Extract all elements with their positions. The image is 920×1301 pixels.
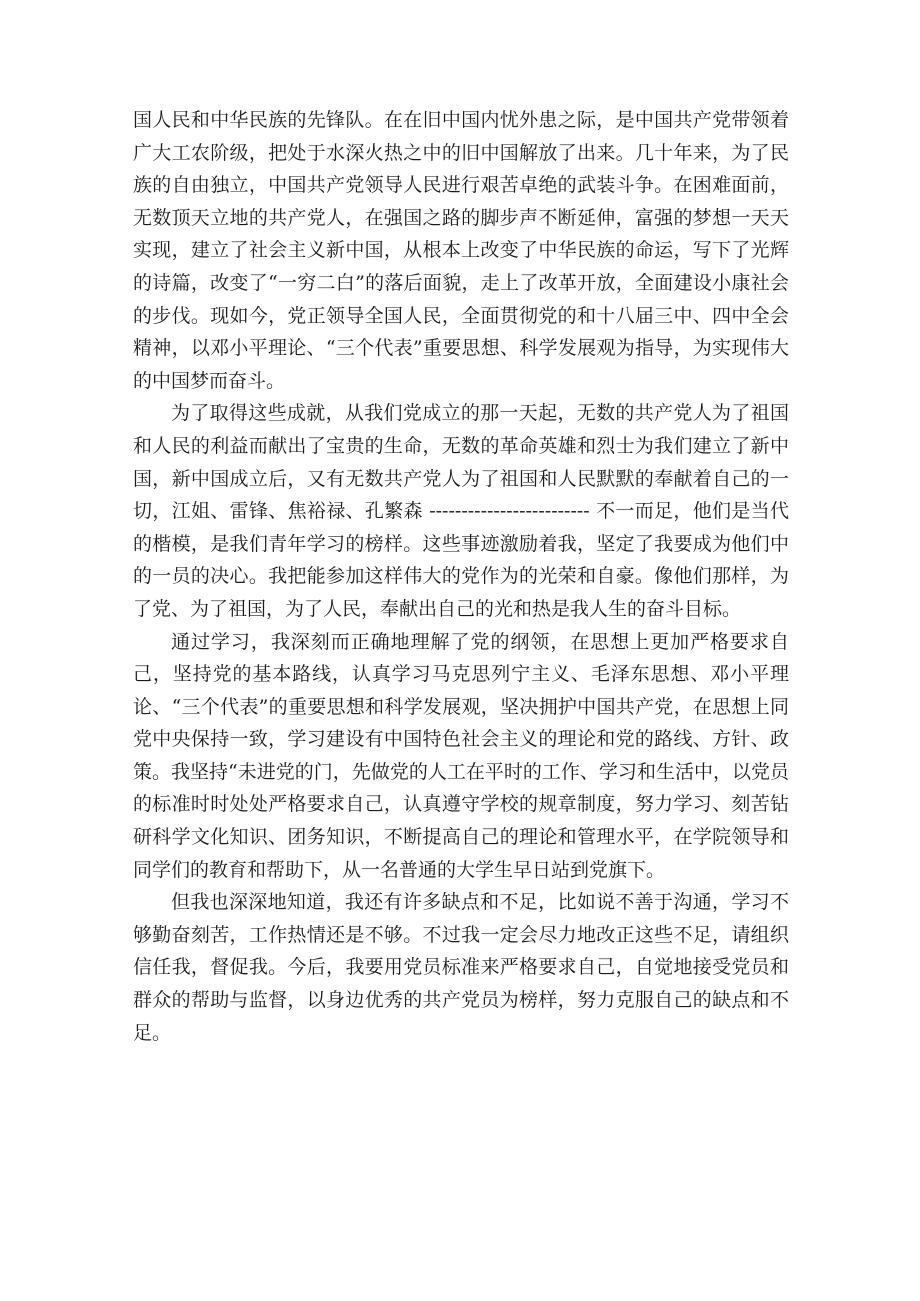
paragraph-1: 国人民和中华民族的先锋队。在在旧中国内忧外患之际，是中国共产党带领着广大工农阶级，把处于水深火热之中的旧中国解放了出来。几十年来，为了民族的自由独立，中国共产党领导人民进行艰苦卓绝的武装斗争。在困难面前，无数顶天立地的共产党人，在强国之路的脚步声不断延伸，富强的梦想一天天实现，建立了社会主义新中国，从根本上改变了中华民族的命运，写下了光辉的诗篇，改变了“一穷二白”的落后面貌，走上了改革开放，全面建设小康社会的步伐。现如今，党正领导全国人民，全面贯彻党的和十八届三中、四中全会精神，以邓小平理论、“三个代表”重要思想、科学发展观为指导，为实现伟大的中国梦而奋斗。	[133, 109, 789, 392]
document-page	[133, 104, 789, 1049]
paragraph-3: 通过学习，我深刻而正确地理解了党的纲领，在思想上更加严格要求自己，坚持党的基本路线，认真学习马克思列宁主义、毛泽东思想、邓小平理论、“三个代表”的重要思想和科学发展观，坚决拥护中国共产党，在思想上同党中央保持一致，学习建设有中国特色社会主义的理论和党的路线、方针、政策。我坚持“未进党的门，先做党的人工在平时的工作、学习和生活中，以党员的标准时时处处严格要求自己，认真遵守学校的规章制度，努力学习、刻苦钻研科学文化知识、团务知识，不断提高自己的理论和管理水平，在学院领导和同学们的教育和帮助下，从一名普通的大学生早日站到党旗下。	[133, 630, 789, 881]
paragraph-2: 为了取得这些成就，从我们党成立的那一天起，无数的共产党人为了祖国和人民的利益而献出了宝贵的生命，无数的革命英雄和烈士为我们建立了新中国，新中国成立后，又有无数共产党人为了祖国和人民默默的奉献着自己的一切，江姐、雷锋、焦裕禄、孔繁森 ------------------------- 不一而足，他们是当代的楷模，是我们青年学习的榜样。这些事迹激励着我，坚定了我要成为他们中的一员的决心。我把能参加这样伟大的党作为的光荣和自豪。像他们那样，为了党、为了祖国，为了人民，奉献出自己的光和热是我人生的奋斗目标。	[133, 402, 789, 620]
paragraph-4: 但我也深深地知道，我还有许多缺点和不足，比如说不善于沟通，学习不够勤奋刻苦，工作热情还是不够。不过我一定会尽力地改正这些不足，请组织信任我，督促我。今后，我要用党员标准来严格要求自己，自觉地接受党员和群众的帮助与监督，以身边优秀的共产党员为榜样，努力克服自己的缺点和不足。	[133, 891, 789, 1044]
